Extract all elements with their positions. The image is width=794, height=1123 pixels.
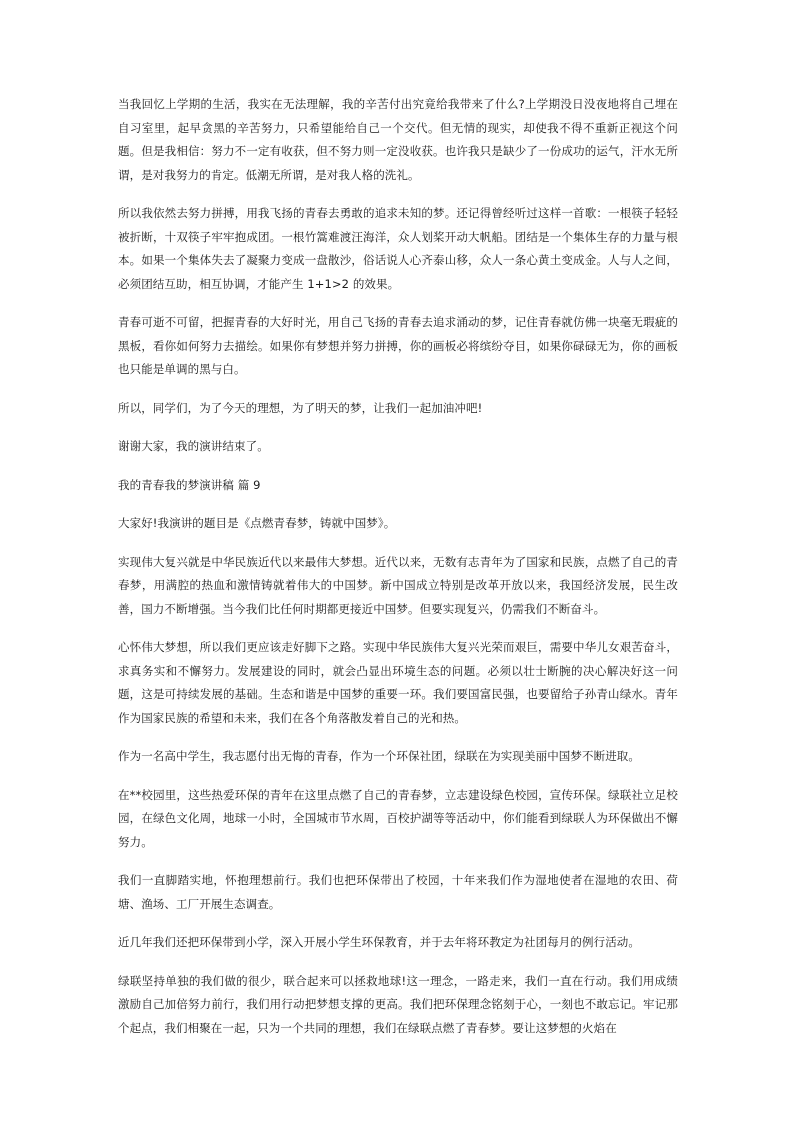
paragraph-4: 所以，同学们，为了今天的理想，为了明天的梦，让我们一起加油冲吧!	[118, 400, 483, 415]
paragraph-gap	[118, 916, 678, 931]
paragraph-gap	[118, 955, 678, 970]
paragraph-gap	[118, 187, 678, 202]
paragraph-gap	[118, 459, 678, 474]
paragraph-6: 大家好!我演讲的题目是《点燃青春梦，铸就中国梦》。	[118, 516, 396, 530]
paragraph-3: 青春可逝不可留，把握青春的大好时光，用自己飞扬的青春去追求涌动的梦，记住青春就仿佛一块毫无瑕疵的黑板，看你如何努力去描绘。如果你有梦想并努力拼搏，你的画板必将缤纷夺目，如果你碌碌无为，你的画板也只能是单调的黑与白。	[118, 315, 678, 376]
paragraph-gap	[118, 854, 678, 869]
paragraph-gap	[118, 420, 678, 435]
paragraph-gap	[118, 536, 678, 551]
paragraph-gap	[118, 730, 678, 745]
paragraph-1: 当我回忆上学期的生活，我实在无法理解，我的辛苦付出究竟给我带来了什么?上学期没日没夜地将自己埋在自习室里，起早贪黑的辛苦努力，只希望能给自己一个交代。但无情的现实，却使我不得不重新正视这个问题。但是我相信：努力不一定有收获，但不努力则一定没收获。也许我只是缺少了一份成功的运气，汗水无所谓，是对我努力的肯定。低潮无所谓，是对我人格的洗礼。	[118, 97, 678, 182]
paragraph-gap	[118, 497, 678, 512]
paragraph-gap	[118, 621, 678, 636]
paragraph-gap	[118, 296, 678, 311]
paragraph-9: 作为一名高中学生，我志愿付出无悔的青春，作为一个环保社团，绿联在为实现美丽中国梦不断进取。	[118, 749, 640, 763]
paragraph-13: 绿联坚持单独的我们做的很少，联合起来可以拯救地球!这一理念，一路走来，我们一直在行动。我们用成绩激励自己加倍努力前行，我们用行动把梦想支撑的更高。我们把环保理念铭刻于心，一刻也不敢忘记。牢记那个起点，我们相聚在一起，只为一个共同的理想，我们在绿联点燃了青春梦。要让这梦想的火焰在	[118, 973, 678, 1035]
paragraph-gap	[118, 382, 678, 397]
paragraph-11: 我们一直脚踏实地，怀抱理想前行。我们也把环保带出了校园，十年来我们作为湿地使者在湿地的农田、荷塘、渔场、工厂开展生态调查。	[118, 873, 678, 911]
paragraph-gap	[118, 769, 678, 784]
paragraph-12: 近几年我们还把环保带到小学，深入开展小学生环保教育，并于去年将环教定为社团每月的例行活动。	[118, 935, 640, 949]
paragraph-2: 所以我依然去努力拼搏，用我飞扬的青春去勇敢的追求未知的梦。还记得曾经听过这样一首歌：一根筷子轻轻被折断，十双筷子牢牢抱成团。一根竹篙难渡汪海洋，众人划桨开动大帆船。团结是一个集体生存的力量与根本。如果一个集体失去了凝聚力变成一盘散沙，俗话说人心齐泰山移，众人一条心黄土变成金。人与人之间，必须团结互助，相互协调，才能产生 1+1>2 的效果。	[118, 206, 678, 291]
document-page	[118, 93, 678, 1040]
section-heading: 我的青春我的梦演讲稿 篇 9	[118, 477, 261, 492]
paragraph-10: 在**校园里，这些热爱环保的青年在这里点燃了自己的青春梦，立志建设绿色校园，宣传环保。绿联社立足校园，在绿色文化周，地球一小时，全国城市节水周，百校护湖等等活动中，你们能看到绿联人为环保做出不懈努力。	[118, 787, 678, 849]
paragraph-7: 实现伟大复兴就是中华民族近代以来最伟大梦想。近代以来，无数有志青年为了国家和民族，点燃了自己的青春梦，用满腔的热血和激情铸就着伟大的中国梦。新中国成立特别是改革开放以来，我国经济发展，民生改善，国力不断增强。当今我们比任何时期都更接近中国梦。但要实现复兴，仍需我们不断奋斗。	[118, 554, 678, 616]
paragraph-8: 心怀伟大梦想，所以我们更应该走好脚下之路。实现中华民族伟大复兴光荣而艰巨，需要中华儿女艰苦奋斗，求真务实和不懈努力。发展建设的同时，就会凸显出环境生态的问题。必须以壮士断腕的决心解决好这一问题，这是可持续发展的基础。生态和谐是中国梦的重要一环。我们要国富民强，也要留给子孙青山绿水。青年作为国家民族的希望和未来，我们在各个角落散发着自己的光和热。	[118, 640, 678, 725]
paragraph-5: 谢谢大家，我的演讲结束了。	[118, 439, 269, 453]
